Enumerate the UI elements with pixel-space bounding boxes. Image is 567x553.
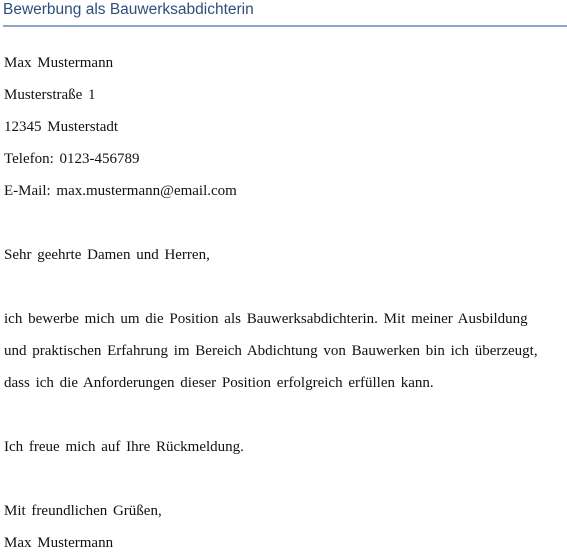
body-line-2: und praktischen Erfahrung im Bereich Abdichtung von Bauwerken bin ich überzeugt, xyxy=(4,343,538,359)
body-paragraph-2: Ich freue mich auf Ihre Rückmeldung. xyxy=(4,439,244,455)
closing: Mit freundlichen Grüßen, xyxy=(4,503,162,519)
body-line-3: dass ich die Anforderungen dieser Position erfolgreich erfüllen kann. xyxy=(4,375,434,391)
body-line-1: ich bewerbe mich um die Position als Bauwerksabdichterin. Mit meiner Ausbildung xyxy=(4,311,528,327)
sender-city: 12345 Musterstadt xyxy=(4,119,119,135)
signature: Max Mustermann xyxy=(4,535,114,551)
sender-street: Musterstraße 1 xyxy=(4,87,96,103)
sender-phone: Telefon: 0123-456789 xyxy=(4,151,140,167)
salutation: Sehr geehrte Damen und Herren, xyxy=(4,247,210,263)
sender-name: Max Mustermann xyxy=(4,55,114,71)
sender-email: E-Mail: max.mustermann@email.com xyxy=(4,183,237,199)
title-divider xyxy=(3,25,567,27)
page-title: Bewerbung als Bauwerksabdichterin xyxy=(3,1,254,18)
